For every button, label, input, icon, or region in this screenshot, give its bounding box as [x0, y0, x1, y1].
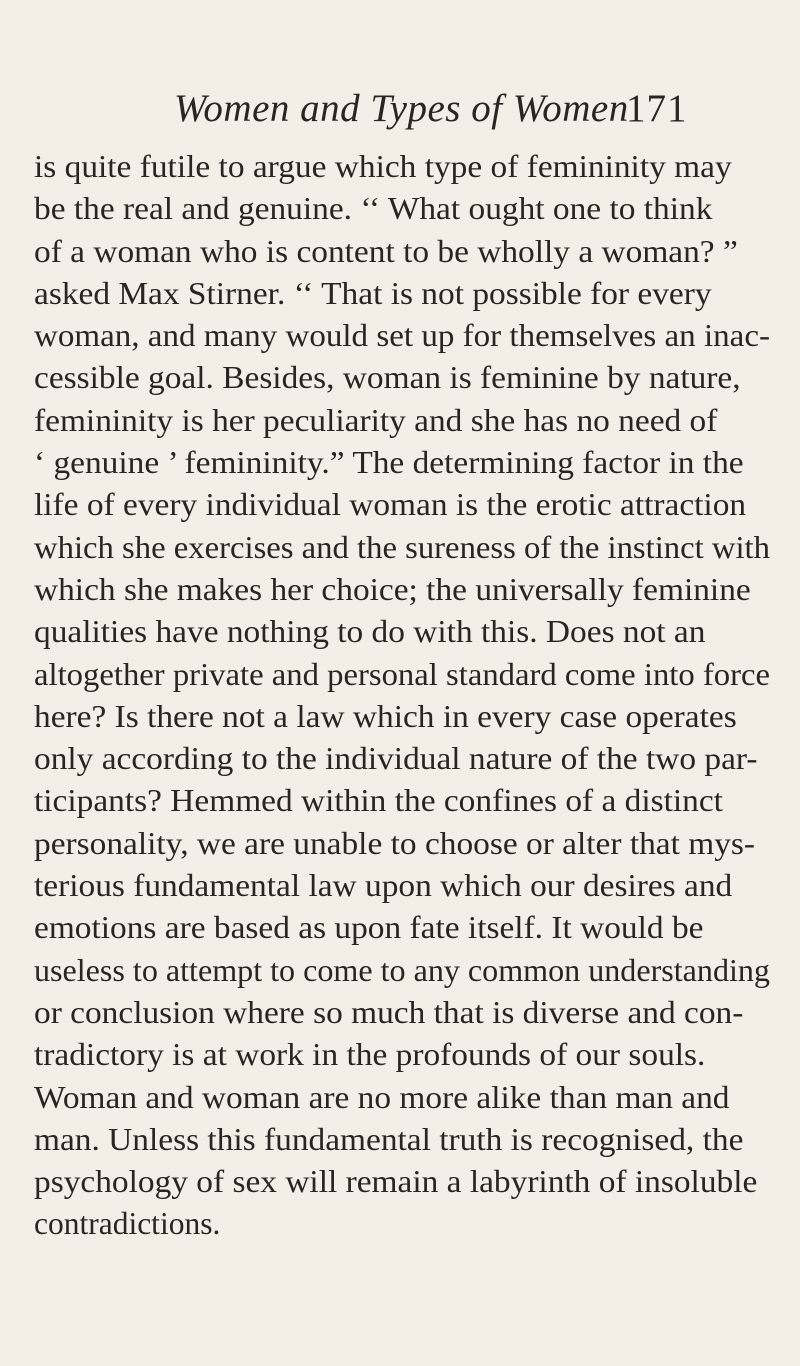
running-head [0, 86, 800, 138]
running-head-title: Women and Types of Women [174, 87, 629, 130]
page-number: 171 [626, 87, 688, 130]
book-page: Women and Types of Women 171 is quite futile to argue which type of femininity may be the real and genuine. ‘‘ What ought one to think of a woman who is content to be wholly a woman? ” asked Max Stirner. ‘‘ That is not possible for every woman, and many would set up for themselves an inac- cessible goal. Besides, woman is feminine by nature, femininity is her peculiarity and she has no need of ‘ genuine ’ femininity.” The determining factor in the life of every individual woman is the erotic attraction which she exercises and the sureness of the instinct with which she makes her choice; the universally feminine qualities have nothing to do with this. Does not an altogether private and personal standard come into force here? Is there not a law which in every case operates only according to the individual nature of the two par- ticipants? Hemmed within the confines of a distinct personality, we are unable to choose or alter that mys- terious fundamental law upon which our desires and emotions are based as upon fate itself. It would be useless to attempt to come to any common understanding or conclusion where so much that is diverse and con- tradictory is at work in the profounds of our souls. Woman and woman are no more alike than man and man. Unless this fundamental truth is recognised, the psychology of sex will remain a labyrinth of insoluble contradictions. [0, 0, 800, 1366]
